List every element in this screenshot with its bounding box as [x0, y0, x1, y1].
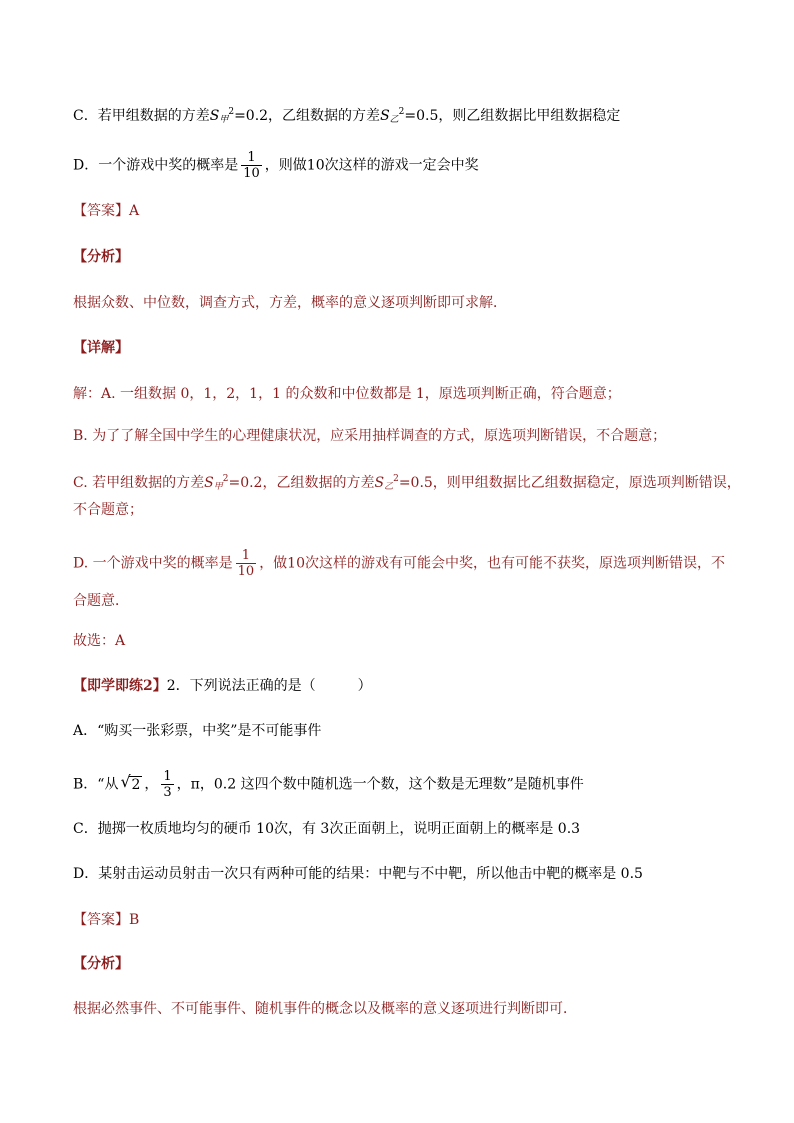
q1-detail-c-cont: 不合题意；: [73, 502, 143, 518]
fraction: [236, 548, 257, 579]
q2-analysis-label: 【分析】: [73, 956, 129, 972]
text-segment: D. 一个游戏中奖的概率是: [73, 555, 233, 572]
text-segment: C．若甲组数据的方差: [73, 108, 210, 124]
text-segment: ，π，0.2 这四个数中随机选一个数，这个数是无理数”是随机事件: [176, 776, 584, 793]
variance-superscript: 2: [222, 474, 229, 484]
q1-option-c: [73, 102, 754, 130]
variance-subscript: 甲: [219, 115, 229, 125]
text-segment: =0.5，则甲组数据比乙组数据稳定，原选项判断错误，: [398, 475, 741, 491]
q2-option-a: A．“购买一张彩票，中奖”是不可能事件: [73, 723, 322, 739]
q2-option-b: [73, 769, 754, 800]
variance-symbol: S: [209, 108, 220, 124]
q1-option-d: [73, 150, 754, 181]
variance-subscript: 甲: [213, 482, 223, 492]
q2-option-c: C．抛掷一枚质地均匀的硬币 10次，有 3次正面朝上，说明正面朝上的概率是 0.3: [73, 821, 581, 837]
text-segment: =0.2，乙组数据的方差: [228, 475, 375, 491]
q2-analysis-text: 根据必然事件、不可能事件、随机事件的概念以及概率的意义逐项进行判断即可．: [73, 1001, 577, 1017]
q1-detail-d-cont: 合题意．: [73, 593, 129, 609]
square-root: [120, 771, 142, 795]
q2-stem: 2．下列说法正确的是（ ）: [166, 678, 372, 694]
variance-superscript: 2: [228, 107, 235, 117]
radical-sign: √: [120, 771, 131, 791]
variance-subscript: 乙: [384, 482, 394, 492]
q2-option-d: D．某射击运动员射击一次只有两种可能的结果：中靶与不中靶，所以他击中靶的概率是 0.5: [73, 866, 643, 882]
fraction-numerator: 1: [163, 769, 172, 784]
q1-analysis-label: 【分析】: [73, 249, 129, 265]
variance-symbol: S: [380, 108, 390, 124]
text-segment: ，做10次这样的游戏有可能会中奖，也有可能不获奖，原选项判断错误，不: [259, 555, 725, 572]
fraction-numerator: 1: [241, 548, 251, 563]
text-segment: =0.2，乙组数据的方差: [234, 108, 381, 124]
variance-symbol: S: [204, 475, 214, 491]
text-segment: ，则做10次这样的游戏一定会中奖: [264, 157, 479, 174]
fraction-denominator: 10: [237, 564, 255, 579]
text-segment: B．“从: [73, 776, 119, 793]
text-segment: D．一个游戏中奖的概率是: [73, 157, 239, 174]
text-segment: C. 若甲组数据的方差: [73, 475, 205, 491]
q1-answer: 【答案】A: [73, 203, 140, 219]
q1-conclusion: 故选：A: [73, 633, 126, 649]
radicand: 2: [131, 776, 141, 793]
q2-answer: 【答案】B: [73, 912, 140, 928]
variance-subscript: 乙: [389, 115, 399, 125]
variance-symbol: S: [374, 475, 385, 491]
q1-detail-label: 【详解】: [73, 340, 129, 356]
q1-detail-a: 解：A. 一组数据 0，1，2，1，1 的众数和中位数都是 1，原选项判断正确，符合题意；: [73, 386, 621, 402]
fraction-denominator: 3: [163, 785, 172, 800]
q1-analysis-text: 根据众数、中位数，调查方式，方差，概率的意义逐项判断即可求解．: [73, 295, 507, 311]
q2-stem-line: [73, 676, 754, 696]
text-segment: =0.5，则乙组数据比甲组数据稳定: [404, 108, 621, 124]
text-segment: ，: [144, 776, 159, 793]
q1-detail-c: [73, 469, 754, 497]
fraction-denominator: 10: [243, 166, 260, 181]
q1-detail-d: [73, 548, 754, 579]
practice-tag: 【即学即练2】: [73, 678, 167, 694]
variance-superscript: 2: [393, 474, 399, 484]
fraction: [241, 150, 262, 181]
fraction-numerator: 1: [247, 150, 256, 165]
fraction: [161, 769, 173, 800]
q1-detail-b: B. 为了了解全国中学生的心理健康状况，应采用抽样调查的方式，原选项判断错误，不合题意；: [73, 428, 667, 444]
variance-superscript: 2: [398, 107, 405, 117]
